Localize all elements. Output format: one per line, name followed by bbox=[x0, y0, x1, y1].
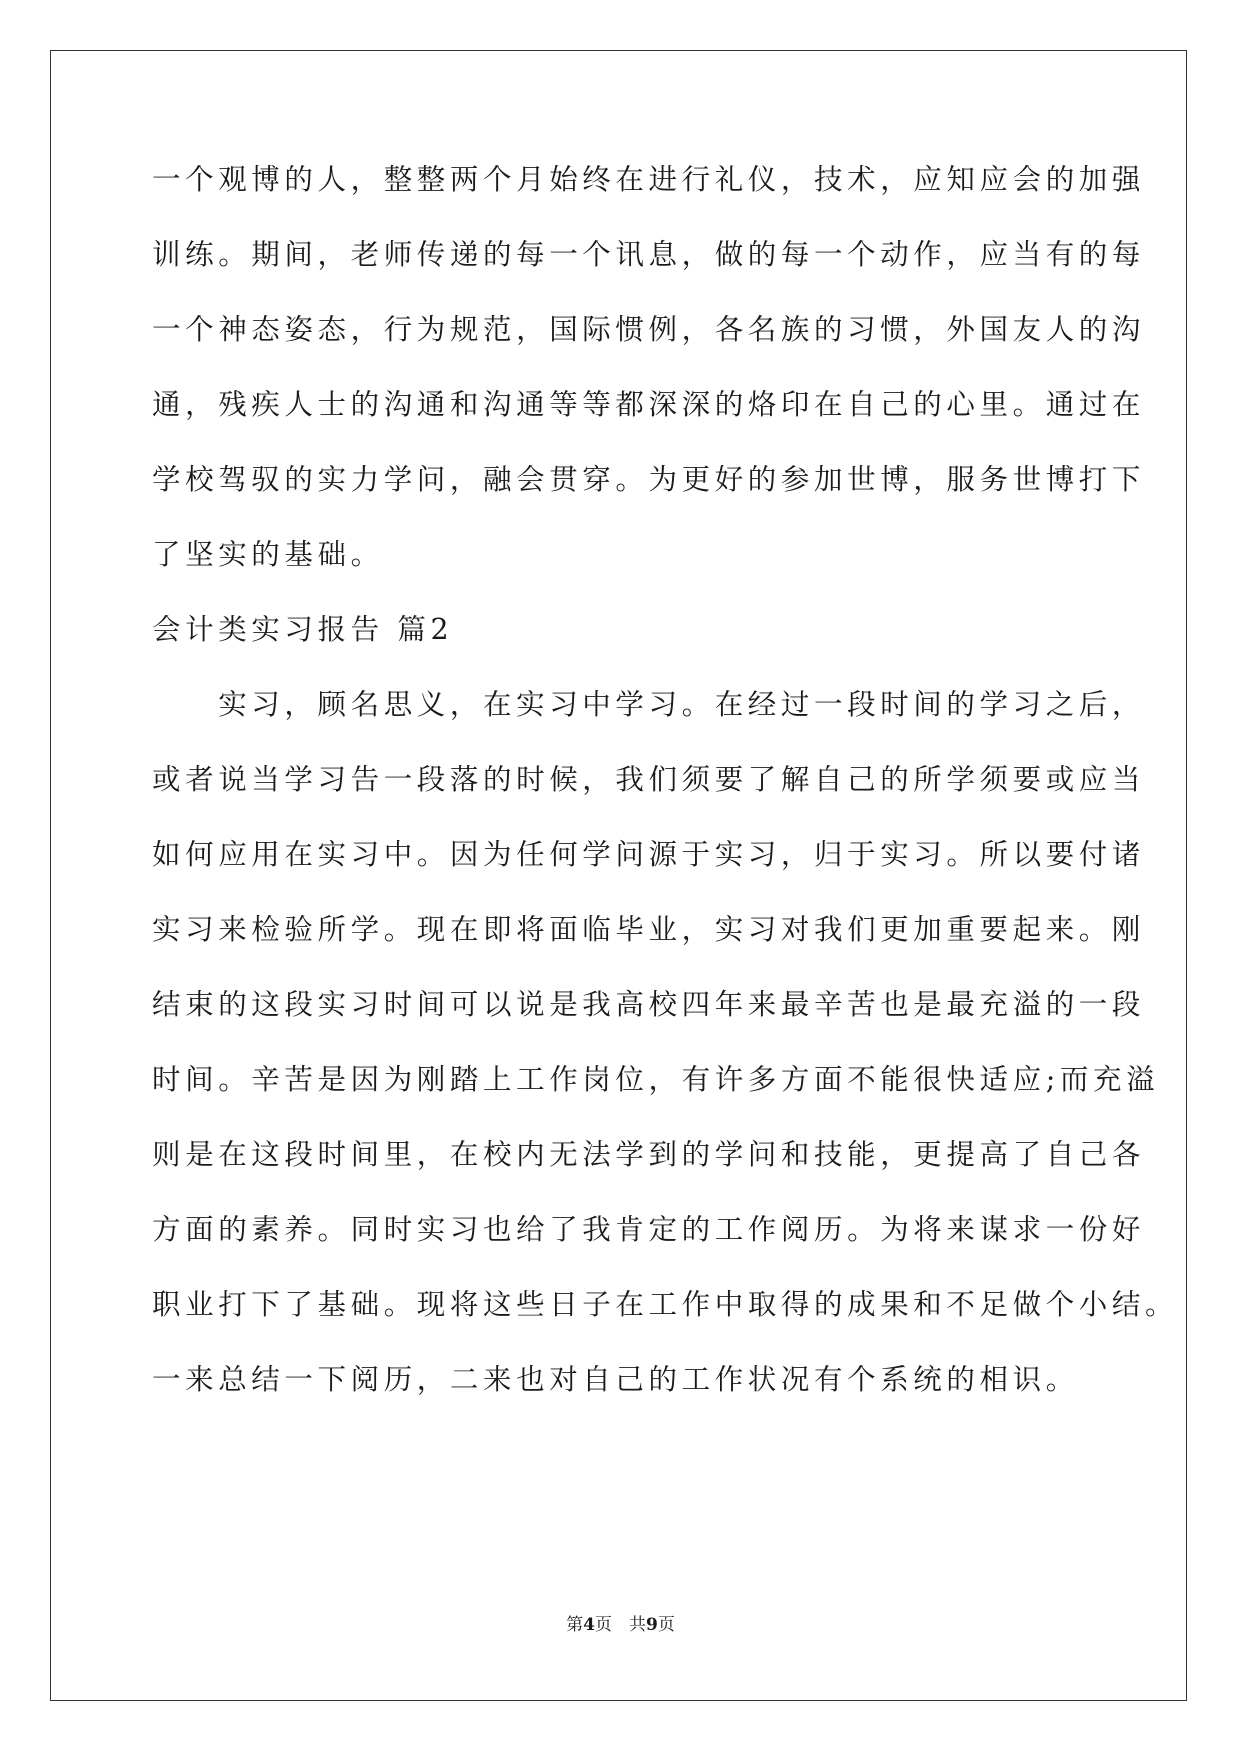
page-frame bbox=[50, 50, 1187, 1701]
section-line: 职业打下了基础。现将这些日子在工作中取得的成果和不足做个小结。 bbox=[152, 1288, 1179, 1321]
section-line: 结束的这段实习时间可以说是我高校四年来最辛苦也是最充溢的一段 bbox=[152, 988, 1146, 1021]
body-line: 训练。期间，老师传递的每一个讯息，做的每一个动作，应当有的每 bbox=[152, 238, 1146, 271]
section-line: 如何应用在实习中。因为任何学问源于实习，归于实习。所以要付诸 bbox=[152, 838, 1146, 871]
body-line: 一个观博的人，整整两个月始终在进行礼仪，技术，应知应会的加强 bbox=[152, 163, 1146, 196]
section-line: 或者说当学习告一段落的时候，我们须要了解自己的所学须要或应当 bbox=[152, 763, 1146, 796]
section-line: 方面的素养。同时实习也给了我肯定的工作阅历。为将来谋求一份好 bbox=[152, 1213, 1146, 1246]
section-heading: 会计类实习报告 篇2 bbox=[152, 613, 454, 646]
page-suffix: 页 bbox=[657, 1615, 675, 1635]
section-line: 一来总结一下阅历，二来也对自己的工作状况有个系统的相识。 bbox=[152, 1363, 1079, 1396]
body-line: 通，残疾人士的沟通和沟通等等都深深的烙印在自己的心里。通过在 bbox=[152, 388, 1146, 421]
section-line: 实习来检验所学。现在即将面临毕业，实习对我们更加重要起来。刚 bbox=[152, 913, 1146, 946]
body-line: 一个神态姿态，行为规范，国际惯例，各名族的习惯，外国友人的沟 bbox=[152, 313, 1146, 346]
body-line: 了坚实的基础。 bbox=[152, 538, 384, 571]
body-line: 学校驾驭的实力学问，融会贯穿。为更好的参加世博，服务世博打下 bbox=[152, 463, 1146, 496]
page-total: 9 bbox=[646, 1615, 658, 1635]
section-line: 实习，顾名思义，在实习中学习。在经过一段时间的学习之后， bbox=[152, 688, 1146, 721]
section-line: 则是在这段时间里，在校内无法学到的学问和技能，更提高了自己各 bbox=[152, 1138, 1146, 1171]
page-prefix: 第 bbox=[566, 1615, 584, 1635]
section-line: 时间。辛苦是因为刚踏上工作岗位，有许多方面不能很快适应;而充溢 bbox=[152, 1063, 1160, 1096]
page-current: 4 bbox=[583, 1615, 595, 1635]
page-mid: 页 共 bbox=[595, 1615, 646, 1635]
page-footer bbox=[0, 1614, 1241, 1636]
